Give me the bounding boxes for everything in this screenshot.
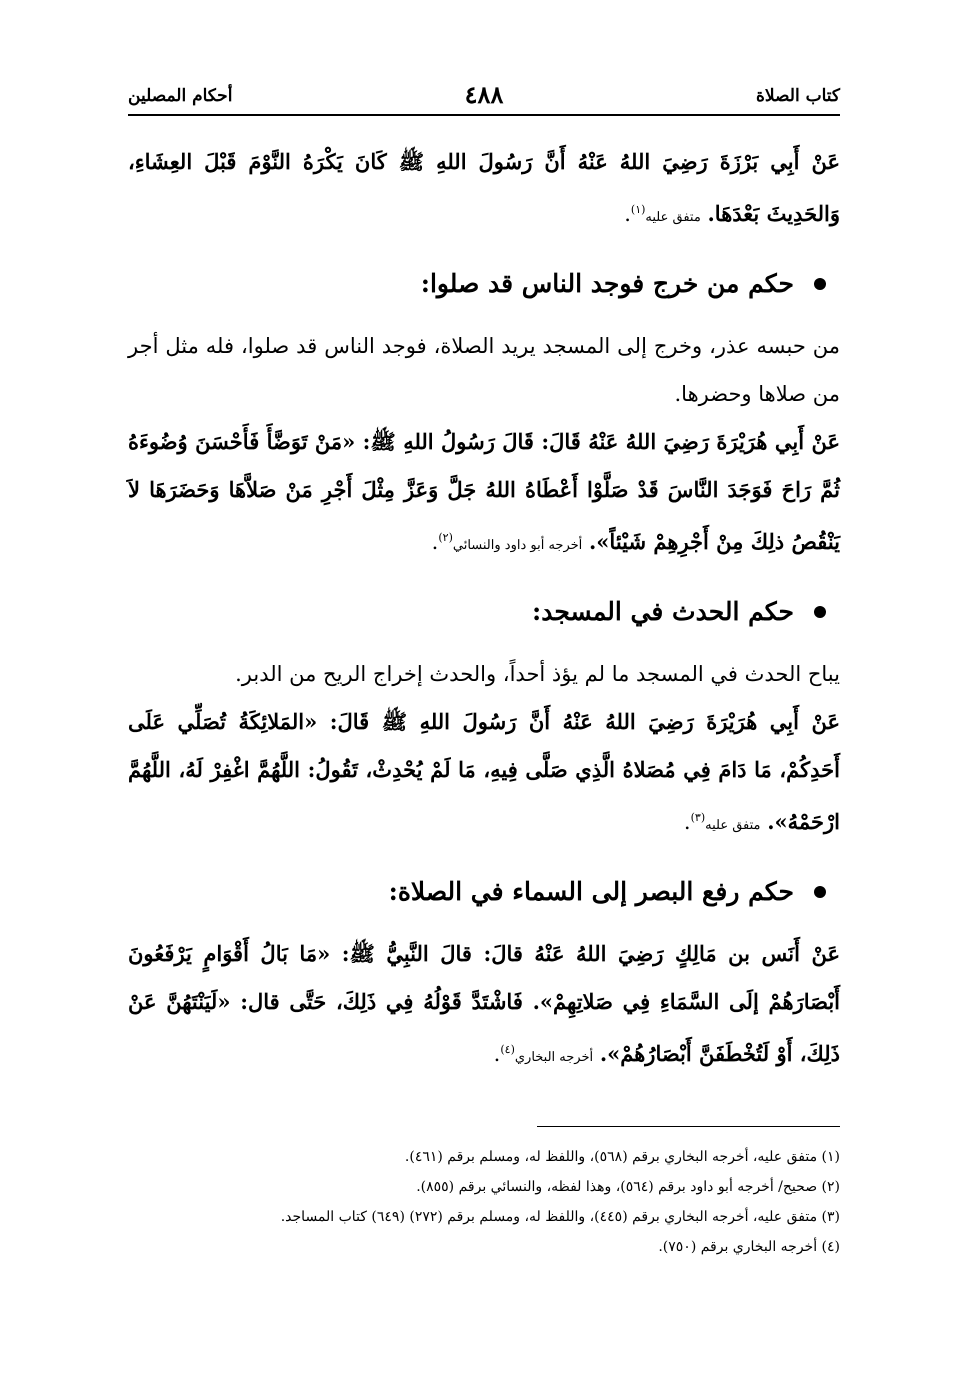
book-section-title: أحكام المصلين (128, 86, 233, 106)
chapter-title: كتاب الصلاة (755, 86, 840, 106)
footnote: (٢) صحيح/ أخرجه أبو داود برقم (٥٦٤)، وهذا لفظه، والنسائي برقم (٨٥٥). (416, 1179, 840, 1195)
hadith-text: عَنْ أَنَس بن مَالِكٍ رَضِيَ اللهُ عَنْهُ قالَ: قالَ النَّبِيُّ ﷺ: «مَا بَالُ أَقْوَامٍ يَرْفَعُونَ أَبْصَارَهُمْ إلَى السَّمَاءِ فِي صَلاتِهِمْ». فَاشْتَدَّ قَوْلُهُ فِي ذَلِكَ، حَتَّى قال: «لَيَنْتَهُنَّ عَنْ ذَلِكَ، أَوْ لَتُخْطَفَنَّ أَبْصَارُهُمْ». (128, 941, 840, 1066)
footnote: (٤) أخرجه البخاري برقم (٧٥٠). (658, 1239, 840, 1255)
hadith-text: عَنْ أَبِي هُرَيْرَةَ رَضِيَ اللهُ عَنْهُ قَالَ: قَالَ رَسُولُ اللهِ ﷺ: «مَنْ تَوَضَّأَ فَأَحْسَنَ وُضُوءَهُ ثُمَّ رَاحَ فَوَجَدَ النَّاسَ قَدْ صَلَّوْا أَعْطَاهُ اللهُ جَلَّ وَعَزَّ مِثْلَ أَجْرِ مَنْ صَلاَّهَا وَحَضَرَهَا لاَ يَنْقُصُ ذلِكَ مِنْ أَجْرِهِمْ شَيْئاً». (128, 429, 840, 554)
main-text (128, 138, 840, 1082)
section-heading (128, 260, 840, 308)
section-heading-text: حكم من خرج فوجد الناس قد صلوا: (420, 269, 794, 298)
hadith-paragraph: عَنْ أَنَس بن مَالِكٍ رَضِيَ اللهُ عَنْهُ قالَ: قالَ النَّبِيُّ ﷺ: «مَا بَالُ أَقْوَامٍ يَرْفَعُونَ أَبْصَارَهُمْ إلَى السَّمَاءِ فِي صَلاتِهِمْ». فَاشْتَدَّ قَوْلُهُ فِي ذَلِكَ، حَتَّى قال: «لَيَنْتَهُنَّ عَنْ ذَلِكَ، أَوْ لَتُخْطَفَنَّ أَبْصَارُهُمْ». أخرجه البخاري$^{(٤)}$. (128, 941, 840, 1066)
bullet-icon (814, 886, 826, 898)
footnote-ref: (٣) (690, 811, 706, 824)
section-heading-text: حكم الحدث في المسجد: (532, 597, 794, 626)
hadith-source: أخرجه البخاري (514, 1050, 594, 1065)
hadith-paragraph: عَنْ أَبِي بَرْزَةَ رَضِيَ اللهُ عَنْهُ أَنَّ رَسُولَ اللهِ ﷺ كَانَ يَكْرَهُ النَّوْمَ قَبْلَ العِشَاءِ، وَالحَدِيثَ بَعْدَهَا. متفق عليه$^{(١)}$. (128, 149, 840, 226)
hadith-text: عَنْ أَبِي بَرْزَةَ رَضِيَ اللهُ عَنْهُ أَنَّ رَسُولَ اللهِ ﷺ كَانَ يَكْرَهُ النَّوْمَ قَبْلَ العِشَاءِ، وَالحَدِيثَ بَعْدَهَا. (128, 149, 840, 226)
footnote-ref: (١) (630, 203, 646, 216)
hadith-text: عَنْ أَبِي هُرَيْرَةَ رَضِيَ اللهُ عَنْهُ أَنَّ رَسُولَ اللهِ ﷺ قَالَ: «المَلائِكَةُ تُصَلِّي عَلَى أَحَدِكُمْ، مَا دَامَ فِي مُصَلاهُ الَّذِي صَلَّى فِيهِ، مَا لَمْ يُحْدِثْ، تَقُولُ: اللَّهُمَّ اغْفِرْ لَهُ، اللَّهُمَّ ارْحَمْهُ». (128, 709, 840, 834)
header-rule (128, 114, 840, 116)
bullet-icon (814, 278, 826, 290)
ruling-paragraph: من حبسه عذر، وخرج إلى المسجد يريد الصلاة، فوجد الناس قد صلوا، فله مثل أجر من صلاها وحضرها. (128, 334, 840, 406)
hadith-paragraph: عَنْ أَبِي هُرَيْرَةَ رَضِيَ اللهُ عَنْهُ أَنَّ رَسُولَ اللهِ ﷺ قَالَ: «المَلائِكَةُ تُصَلِّي عَلَى أَحَدِكُمْ، مَا دَامَ فِي مُصَلاهُ الَّذِي صَلَّى فِيهِ، مَا لَمْ يُحْدِثْ، تَقُولُ: اللَّهُمَّ اغْفِرْ لَهُ، اللَّهُمَّ ارْحَمْهُ». متفق عليه$^{(٣)}$. (128, 709, 840, 834)
hadith-source: متفق عليه (705, 818, 761, 833)
footnotes (128, 1142, 840, 1262)
footnote-rule (537, 1126, 840, 1127)
footnote: (١) متفق عليه، أخرجه البخاري برقم (٥٦٨)، واللفظ له، ومسلم برقم (٤٦١). (404, 1149, 840, 1165)
hadith-paragraph: عَنْ أَبِي هُرَيْرَةَ رَضِيَ اللهُ عَنْهُ قَالَ: قَالَ رَسُولُ اللهِ ﷺ: «مَنْ تَوَضَّأَ فَأَحْسَنَ وُضُوءَهُ ثُمَّ رَاحَ فَوَجَدَ النَّاسَ قَدْ صَلَّوْا أَعْطَاهُ اللهُ جَلَّ وَعَزَّ مِثْلَ أَجْرِ مَنْ صَلاَّهَا وَحَضَرَهَا لاَ يَنْقُصُ ذلِكَ مِنْ أَجْرِهِمْ شَيْئاً». أخرجه أبو داود والنسائي$^{(٢)}$. (128, 429, 840, 554)
bullet-icon (814, 606, 826, 618)
footnote-ref: (٢) (438, 531, 453, 544)
running-head (128, 80, 840, 114)
footnote: (٣) متفق عليه، أخرجه البخاري برقم (٤٤٥)، واللفظ له، ومسلم برقم (٢٧٢) (٦٤٩) كتاب المساجد. (280, 1209, 840, 1225)
ruling-paragraph: يباح الحدث في المسجد ما لم يؤذ أحداً، والحدث إخراج الريح من الدبر. (235, 662, 840, 686)
section-heading (128, 868, 840, 916)
section-heading-text: حكم رفع البصر إلى السماء في الصلاة: (388, 877, 794, 906)
section-heading (128, 588, 840, 636)
footnote-ref: (٤) (500, 1043, 515, 1056)
hadith-source: أخرجه أبو داود والنسائي (452, 538, 583, 553)
page-number: ٤٨٨ (464, 80, 504, 109)
hadith-source: متفق عليه (645, 210, 701, 225)
